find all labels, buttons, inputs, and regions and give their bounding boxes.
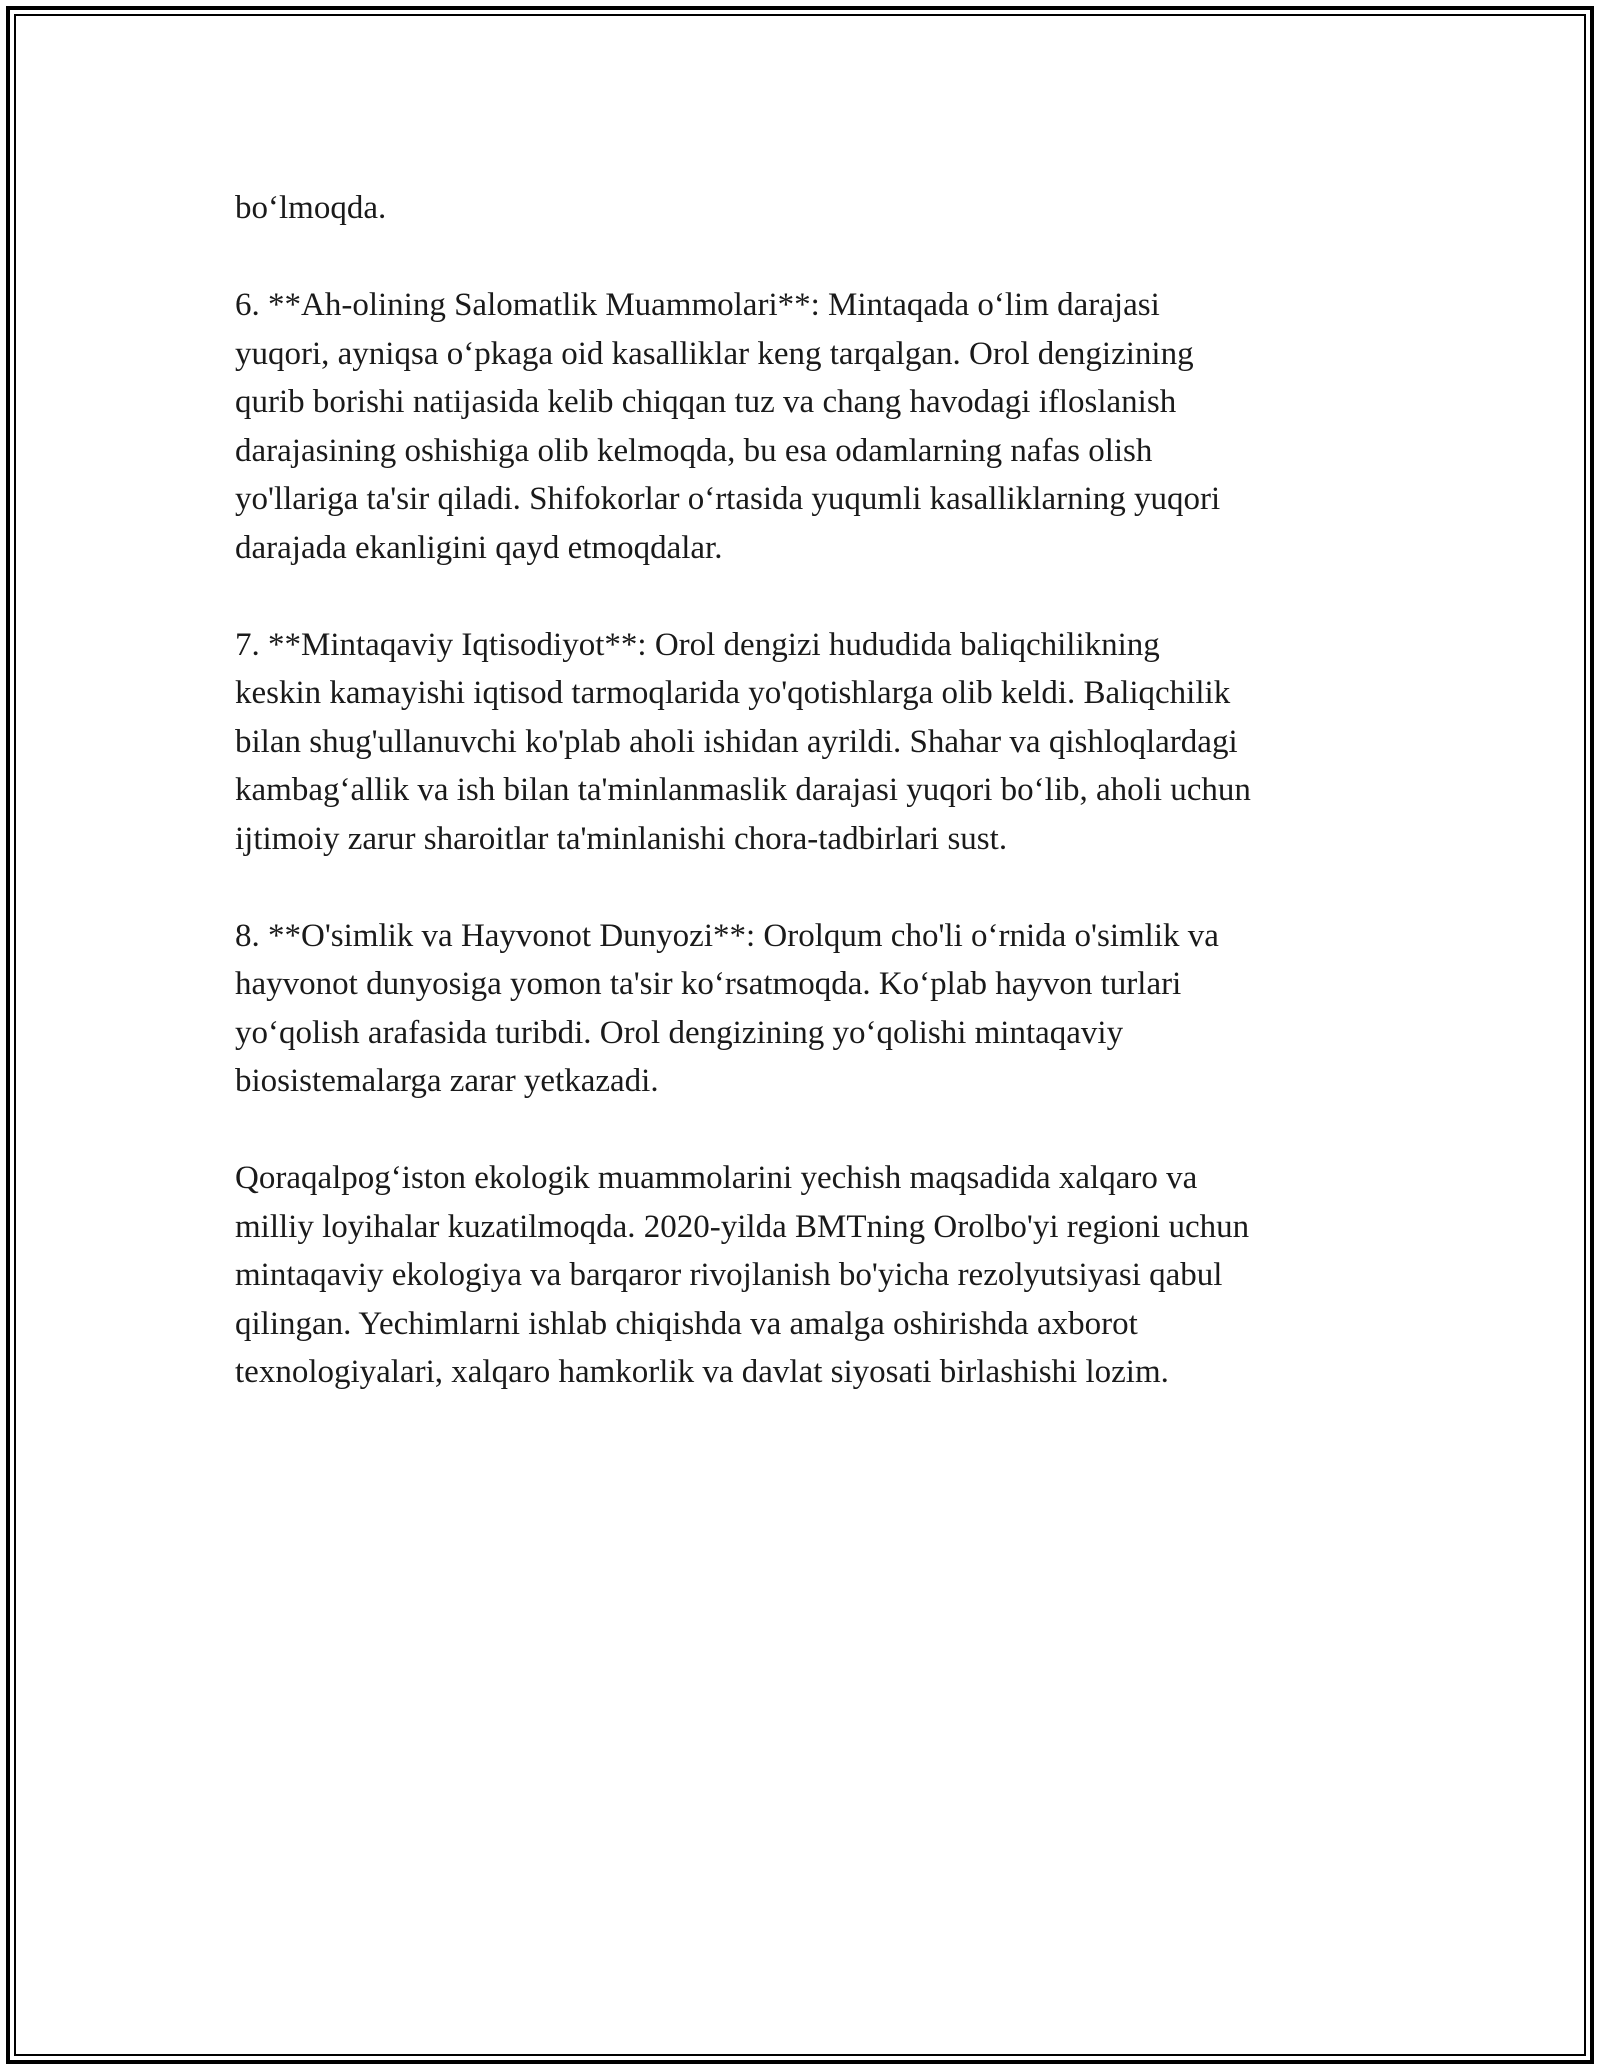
paragraph-regional-economy (235, 621, 1385, 864)
text-line: darajasining oshishiga olib kelmoqda, bu esa odamlarning nafas olish (235, 432, 1153, 469)
text-line: biosistemalarga zarar yetkazadi. (235, 1063, 659, 1099)
paragraph-continuation (235, 184, 1385, 233)
text-line: hayvonot dunyosiga yomon ta'sir ko‘rsatmoqda. Ko‘plab hayvon turlari (235, 966, 1182, 1002)
text-line: milliy loyihalar kuzatilmoqda. 2020-yilda BMTning Orolbo'yi regioni uchun (235, 1208, 1250, 1245)
text-line: ijtimoiy zarur sharoitlar ta'minlanishi chora-tadbirlari sust. (235, 820, 1008, 857)
text-line: 6. **Ah-olining Salomatlik Muammolari**: Mintaqada o‘lim darajasi (235, 287, 1160, 323)
text-line: qilingan. Yechimlarni ishlab chiqishda va amalga oshirishda axborot (235, 1305, 1138, 1342)
text-line: texnologiyalari, xalqaro hamkorlik va davlat siyosati birlashishi lozim. (235, 1354, 1169, 1390)
text-line: mintaqaviy ekologiya va barqaror rivojlanish bo'yicha rezolyutsiyasi qabul (235, 1257, 1223, 1293)
document-body (235, 184, 1385, 1445)
text-line: bo‘lmoqda. (235, 190, 387, 226)
paragraph-conclusion (235, 1154, 1385, 1397)
text-line: 8. **O'simlik va Hayvonot Dunyozi**: Orolqum cho'li o‘rnida o'simlik va (235, 917, 1219, 954)
text-line: yuqori, ayniqsa o‘pkaga oid kasalliklar keng tarqalgan. Orol dengizining (235, 335, 1194, 372)
paragraph-health-problems (235, 281, 1385, 572)
text-line: qurib borishi natijasida kelib chiqqan tuz va chang havodagi ifloslanish (235, 384, 1177, 420)
text-line: Qoraqalpog‘iston ekologik muammolarini yechish maqsadida xalqaro va (235, 1160, 1198, 1196)
text-line: 7. **Mintaqaviy Iqtisodiyot**: Orol dengizi hududida baliqchilikning (235, 626, 1160, 663)
paragraph-flora-fauna (235, 912, 1385, 1106)
text-line: darajada ekanligini qayd etmoqdalar. (235, 529, 723, 566)
text-line: keskin kamayishi iqtisod tarmoqlarida yo'qotishlarga olib keldi. Baliqchilik (235, 675, 1231, 711)
text-line: bilan shug'ullanuvchi ko'plab aholi ishidan ayrildi. Shahar va qishloqlardagi (235, 723, 1238, 760)
text-line: yo'llariga ta'sir qiladi. Shifokorlar o‘rtasida yuqumli kasalliklarning yuqori (235, 481, 1221, 517)
text-line: kambag‘allik va ish bilan ta'minlanmaslik darajasi yuqori bo‘lib, aholi uchun (235, 772, 1251, 808)
text-line: yo‘qolish arafasida turibdi. Orol dengizining yo‘qolishi mintaqaviy (235, 1014, 1124, 1051)
